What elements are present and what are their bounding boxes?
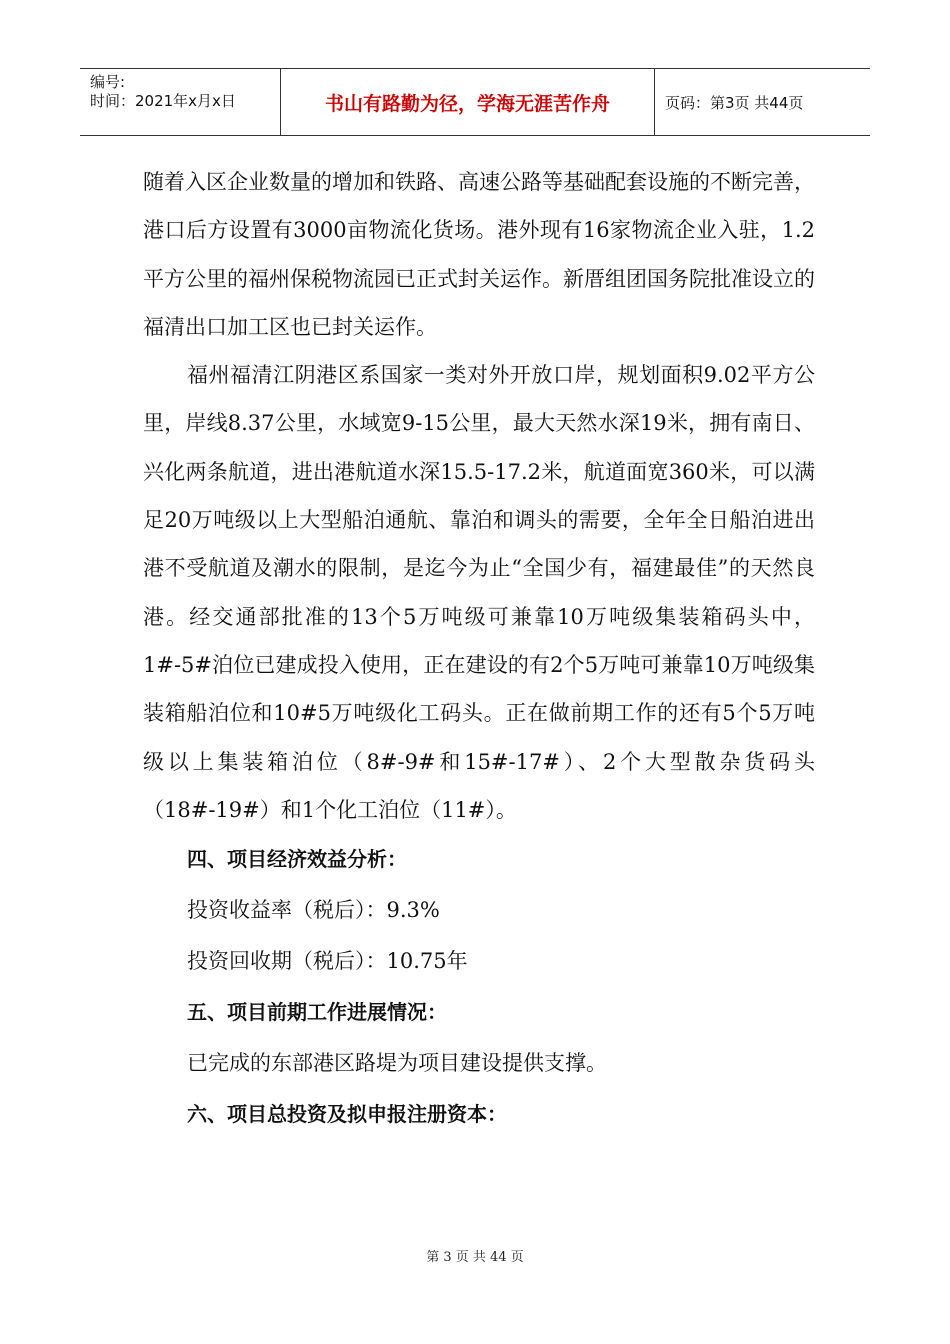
paragraph-port-overview: 福州福清江阴港区系国家一类对外开放口岸，规划面积9.02平方公里，岸线8.37公里，水域宽9-15公里，最大天然水深19米，拥有南日、兴化两条航道，进出港航道水深15.5-17.2米，航道面宽360米，可以满足20万吨级以上大型船泊通航、靠泊和调头的需要，全年全日船泊进出港不受航道及潮水的限制，是迄今为止“全国少有，福建最佳”的天然良港。经交通部批准的13个5万吨级可兼靠10万吨级集装箱码头中，1#-5#泊位已建成投入使用，正在建设的有2个5万吨可兼靠10万吨级集装箱船泊位和10#5万吨级化工码头。正在做前期工作的还有5个5万吨级以上集装箱泊位（8#-9#和15#-17#）、2个大型散杂货码头（18#-19#）和1个化工泊位（11#）。: [143, 363, 815, 822]
document-date: 时间：2021年x月x日: [90, 92, 236, 110]
investment-return-rate: 投资收益率（税后）：9.3%: [187, 898, 440, 923]
header-meta: [80, 69, 281, 135]
section-heading-preliminary-work: 五、项目前期工作进展情况：: [187, 1000, 447, 1025]
header-page-info: 页码：第3页 共44页: [665, 93, 804, 112]
section-heading-total-investment: 六、项目总投资及拟申报注册资本：: [187, 1102, 507, 1127]
preliminary-work-progress: 已完成的东部港区路堤为项目建设提供支撑。: [187, 1051, 607, 1076]
paragraph-logistics: 随着入区企业数量的增加和铁路、高速公路等基础配套设施的不断完善，港口后方设置有3000亩物流化货场。港外现有16家物流企业入驻，1.2平方公里的福州保税物流园已正式封关运作。新厝组团国务院批准设立的福清出口加工区也已封关运作。: [143, 170, 815, 339]
header-motto: 书山有路勤为径，学海无涯苦作舟: [281, 69, 655, 135]
document-number-label: 编号:: [90, 73, 126, 91]
investment-payback-period: 投资回收期（税后）：10.75年: [187, 949, 468, 974]
document-body: [143, 158, 815, 1140]
section-heading-economic-benefit: 四、项目经济效益分析：: [187, 847, 407, 872]
page-header: [80, 68, 870, 136]
page-footer: 第 3 页 共 44 页: [426, 1250, 524, 1265]
